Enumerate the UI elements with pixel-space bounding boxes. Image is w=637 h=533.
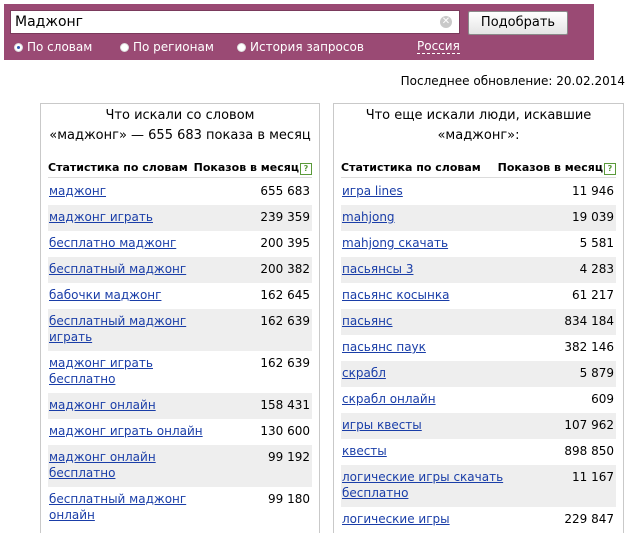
table-row — [341, 231, 616, 257]
impressions-count: 11 946 — [572, 184, 614, 198]
search-term-link[interactable] — [342, 469, 503, 501]
radio-icon[interactable] — [237, 43, 246, 52]
impressions-count: 19 039 — [572, 210, 614, 224]
table-row — [48, 179, 312, 205]
mode-by-regions[interactable] — [120, 40, 214, 54]
column-header-count — [498, 161, 616, 175]
panel-title-line: Что еще искали люди, искавшие — [365, 108, 592, 123]
search-term-text: mahjong скачать — [342, 236, 449, 250]
search-term-link[interactable] — [49, 261, 186, 277]
column-header-count-label: Показов в месяц — [193, 161, 299, 174]
search-term-text: маджонг играть онлайн — [49, 424, 203, 438]
table-row — [48, 309, 312, 351]
radio-icon[interactable] — [120, 43, 129, 52]
search-term-text: скрабл — [342, 366, 386, 380]
impressions-count: 158 431 — [260, 398, 310, 412]
search-term-text: бесплатно — [342, 486, 409, 500]
impressions-count: 4 283 — [579, 262, 614, 276]
search-term-link[interactable] — [49, 449, 156, 481]
search-term-text: логические игры скачать — [342, 470, 504, 484]
help-icon[interactable]: ? — [604, 163, 616, 175]
table-row — [341, 283, 616, 309]
impressions-count: 107 962 — [564, 418, 614, 432]
mode-label: По регионам — [133, 40, 214, 54]
impressions-count: 5 879 — [579, 366, 614, 380]
panel-title-line: «маджонг» — 655 683 показа в месяц — [49, 128, 311, 143]
search-term-text: маджонг онлайн — [49, 398, 156, 412]
table-row — [341, 335, 616, 361]
impressions-count: 655 683 — [260, 184, 310, 198]
search-term-text: бесплатно — [49, 372, 116, 386]
table-row — [48, 445, 312, 487]
table-row — [48, 393, 312, 419]
search-term-text: бесплатный маджонг — [49, 314, 187, 328]
table-row — [48, 351, 312, 393]
search-term-text: бесплатный маджонг — [49, 492, 187, 506]
table-row — [48, 419, 312, 445]
table-row — [48, 231, 312, 257]
table-row — [341, 205, 616, 231]
mode-label: История запросов — [250, 40, 364, 54]
search-term-link[interactable] — [49, 397, 156, 413]
table-row — [341, 507, 616, 533]
table-row — [341, 387, 616, 413]
impressions-count: 229 847 — [564, 512, 614, 526]
last-update-text: Последнее обновление: 20.02.2014 — [400, 74, 625, 88]
impressions-count: 239 359 — [260, 210, 310, 224]
search-term-text: пасьянс паук — [342, 340, 426, 354]
help-icon[interactable]: ? — [300, 163, 312, 175]
impressions-count: 200 395 — [260, 236, 310, 250]
search-term-link[interactable] — [342, 235, 448, 251]
search-term-link[interactable] — [342, 391, 436, 407]
search-term-text: логические игры — [342, 512, 450, 526]
clear-icon[interactable]: ✕ — [441, 16, 451, 27]
table-row — [341, 257, 616, 283]
also-searched-panel — [333, 103, 624, 533]
submit-button[interactable]: Подобрать — [468, 11, 568, 35]
region-link[interactable]: Россия — [417, 39, 460, 53]
search-term-text: маджонг играть — [49, 210, 153, 224]
mode-by-words[interactable] — [14, 40, 92, 54]
search-term-link[interactable] — [49, 491, 186, 523]
search-input[interactable] — [15, 13, 435, 31]
table-row — [341, 361, 616, 387]
search-term-text: бесплатно — [49, 466, 116, 480]
search-term-link[interactable] — [49, 183, 106, 199]
related-words-panel — [40, 103, 320, 533]
table-row — [48, 257, 312, 283]
search-term-text: бабочки маджонг — [49, 288, 162, 302]
impressions-count: 130 600 — [260, 424, 310, 438]
table-row — [341, 309, 616, 335]
search-term-link[interactable] — [49, 355, 153, 387]
search-term-text: маджонг онлайн — [49, 450, 156, 464]
impressions-count: 162 639 — [260, 314, 310, 328]
impressions-count: 61 217 — [572, 288, 614, 302]
search-term-text: игра lines — [342, 184, 403, 198]
panel-title — [340, 106, 617, 148]
search-term-link[interactable] — [49, 313, 186, 345]
search-term-text: mahjong — [342, 210, 395, 224]
search-term-link[interactable] — [342, 339, 426, 355]
table-body — [341, 179, 616, 533]
search-term-link[interactable] — [49, 423, 203, 439]
search-term-text: играть — [49, 330, 93, 344]
panel-title — [47, 106, 313, 148]
impressions-count: 609 — [591, 392, 614, 406]
search-term-link[interactable] — [342, 287, 449, 303]
table-header — [341, 161, 616, 178]
header-arrow-decoration — [580, 4, 594, 60]
panel-title-line: «маджонг»: — [437, 128, 520, 143]
search-term-link[interactable] — [342, 365, 386, 381]
table-row — [48, 487, 312, 529]
table-row — [341, 179, 616, 205]
impressions-count: 162 639 — [260, 356, 310, 370]
search-term-text: пасьянсы 3 — [342, 262, 414, 276]
search-box[interactable] — [10, 10, 460, 34]
search-term-text: игры квесты — [342, 418, 422, 432]
column-header-term: Статистика по словам — [341, 161, 481, 174]
table-row — [48, 205, 312, 231]
search-term-text: маджонг играть — [49, 356, 153, 370]
search-term-text: скрабл онлайн — [342, 392, 436, 406]
search-term-link[interactable] — [342, 417, 422, 433]
search-term-link[interactable] — [49, 209, 153, 225]
search-term-link[interactable] — [342, 183, 403, 199]
search-term-text: маджонг — [49, 184, 107, 198]
search-term-link[interactable] — [342, 209, 395, 225]
impressions-count: 834 184 — [564, 314, 614, 328]
table-row — [341, 465, 616, 507]
table-body — [48, 179, 312, 529]
impressions-count: 200 382 — [260, 262, 310, 276]
search-term-link[interactable] — [342, 511, 450, 527]
search-term-link[interactable] — [342, 261, 413, 277]
impressions-count: 99 180 — [268, 492, 310, 506]
search-term-text: онлайн — [49, 508, 95, 522]
impressions-count: 99 192 — [268, 450, 310, 464]
search-term-link[interactable] — [49, 235, 176, 251]
table-row — [48, 283, 312, 309]
mode-query-history[interactable] — [237, 40, 364, 54]
column-header-term: Статистика по словам — [48, 161, 188, 174]
search-term-link[interactable] — [49, 287, 161, 303]
search-term-link[interactable] — [342, 313, 393, 329]
search-term-link[interactable] — [342, 443, 387, 459]
impressions-count: 11 167 — [572, 470, 614, 484]
panel-title-line: Что искали со словом — [105, 108, 255, 123]
column-header-count — [194, 161, 312, 175]
search-term-text: пасьянс — [342, 314, 393, 328]
radio-selected-icon[interactable] — [14, 43, 23, 52]
impressions-count: 382 146 — [564, 340, 614, 354]
search-term-text: бесплатно маджонг — [49, 236, 177, 250]
impressions-count: 162 645 — [260, 288, 310, 302]
search-term-text: пасьянс косынка — [342, 288, 450, 302]
table-header — [48, 161, 312, 178]
table-row — [341, 439, 616, 465]
impressions-count: 5 581 — [579, 236, 614, 250]
mode-label: По словам — [27, 40, 93, 54]
table-row — [341, 413, 616, 439]
search-term-text: квесты — [342, 444, 387, 458]
impressions-count: 898 850 — [564, 444, 614, 458]
column-header-count-label: Показов в месяц — [497, 161, 603, 174]
search-term-text: бесплатный маджонг — [49, 262, 187, 276]
